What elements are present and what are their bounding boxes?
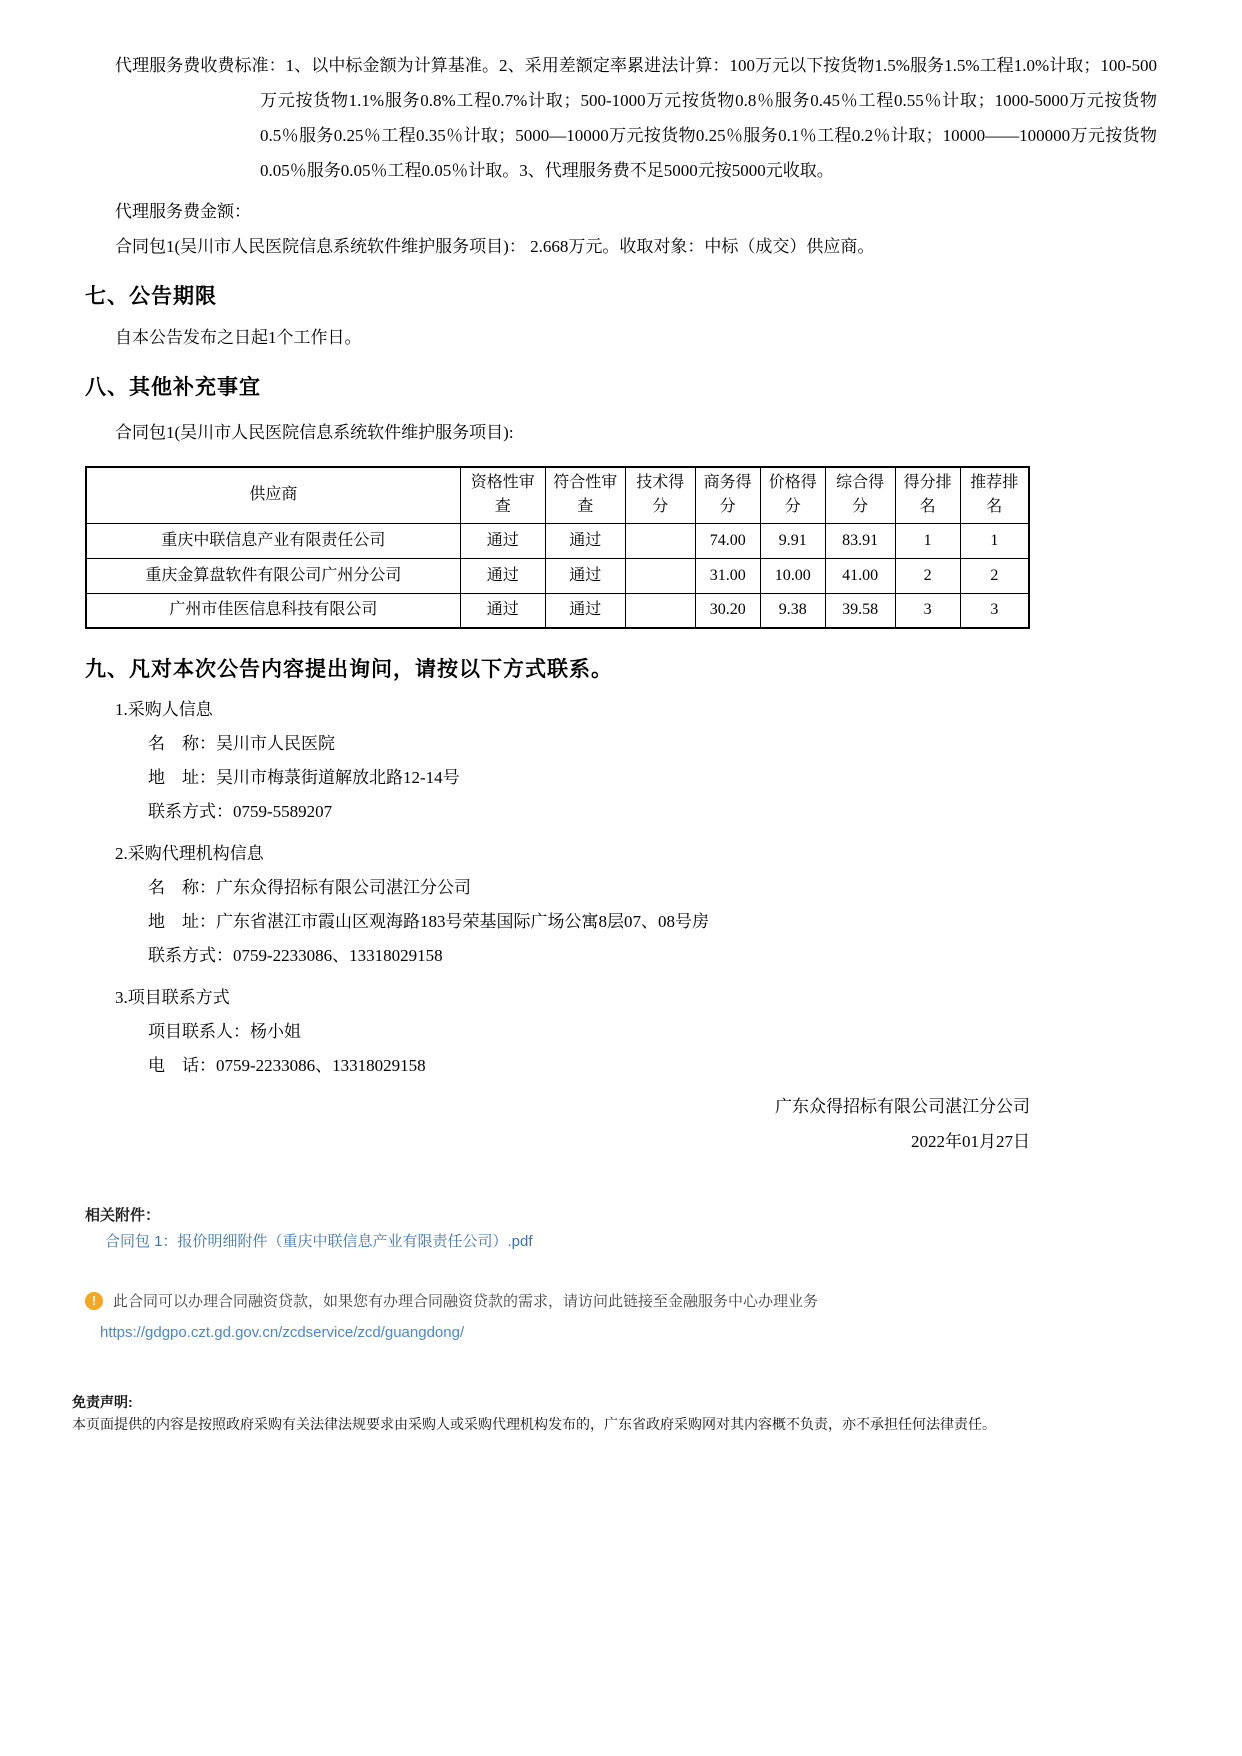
- price-score-value: 10.00: [760, 558, 825, 593]
- price-score-value: 9.38: [760, 593, 825, 628]
- page-footer-area: [0, 1205, 1242, 1435]
- section-8-package-line: 合同包1(吴川市人民医院信息系统软件维护服务项目):: [115, 423, 514, 442]
- section-8-title: 八、其他补充事宜: [85, 376, 261, 399]
- finance-loan-notice: [85, 1291, 1170, 1312]
- purchaser-address: 地 址：吴川市梅菉街道解放北路12-14号: [148, 768, 460, 787]
- project-contact-person: 项目联系人：杨小姐: [148, 1022, 301, 1041]
- signature-date: 2022年01月27日: [911, 1132, 1030, 1151]
- column-header-technical-score: 技术得分: [625, 467, 695, 523]
- finance-service-link[interactable]: https://gdgpo.czt.gd.gov.cn/zcdservice/zcd/guangdong/: [100, 1324, 465, 1341]
- qualification-review-value: 通过: [460, 593, 545, 628]
- recommend-rank-value: 3: [960, 593, 1029, 628]
- column-header-conformity-review: 符合性审查: [545, 467, 625, 523]
- column-header-score-rank: 得分排名: [895, 467, 960, 523]
- disclaimer-title: 免责声明:: [72, 1394, 133, 1410]
- overall-score-value: 83.91: [825, 523, 895, 558]
- section-9-title: 九、凡对本次公告内容提出询问，请按以下方式联系。: [85, 658, 613, 681]
- exclamation-circle-icon: [85, 1292, 103, 1310]
- overall-score-value: 41.00: [825, 558, 895, 593]
- section-7-title: 七、公告期限: [85, 285, 217, 308]
- signature-block: [85, 1089, 1030, 1159]
- disclaimer-body: 本页面提供的内容是按照政府采购有关法律法规要求由采购人或采购代理机构发布的，广东省政府采购网对其内容概不负责，亦不承担任何法律责任。: [72, 1416, 996, 1432]
- table-row: [86, 593, 1029, 628]
- project-contact-phone: 电 话：0759-2233086、13318029158: [148, 1056, 426, 1075]
- business-score-value: 30.20: [695, 593, 760, 628]
- disclaimer: [72, 1391, 1170, 1435]
- column-header-supplier: 供应商: [86, 467, 460, 523]
- technical-score-value: [625, 558, 695, 593]
- business-score-value: 31.00: [695, 558, 760, 593]
- recommend-rank-value: 2: [960, 558, 1029, 593]
- agency-contact: 联系方式：0759-2233086、13318029158: [148, 946, 443, 965]
- agency-fee-amount-label: 代理服务费金额：: [115, 202, 251, 221]
- agency-name: 名 称：广东众得招标有限公司湛江分公司: [148, 878, 471, 897]
- agency-fee-package-line: 合同包1(吴川市人民医院信息系统软件维护服务项目)： 2.668万元。收取对象：中标（成交）供应商。: [115, 237, 875, 256]
- column-header-qualification-review: 资格性审查: [460, 467, 545, 523]
- price-score-value: 9.91: [760, 523, 825, 558]
- attachment-pdf-link[interactable]: 合同包 1：报价明细附件（重庆中联信息产业有限责任公司）.pdf: [105, 1233, 533, 1250]
- technical-score-value: [625, 523, 695, 558]
- qualification-review-value: 通过: [460, 558, 545, 593]
- project-contact-label: 3.项目联系方式: [115, 988, 230, 1007]
- conformity-review-value: 通过: [545, 558, 625, 593]
- related-attachments: [85, 1205, 1170, 1253]
- qualification-review-value: 通过: [460, 523, 545, 558]
- supplier-score-table: [85, 466, 1030, 629]
- related-attachments-label: 相关附件：: [85, 1207, 161, 1224]
- section-7-body: 自本公告发布之日起1个工作日。: [115, 328, 362, 347]
- conformity-review-value: 通过: [545, 593, 625, 628]
- table-row: [86, 558, 1029, 593]
- finance-loan-notice-text: 此合同可以办理合同融资贷款，如果您有办理合同融资贷款的需求，请访问此链接至金融服务中心办理业务: [113, 1293, 819, 1310]
- recommend-rank-value: 1: [960, 523, 1029, 558]
- technical-score-value: [625, 593, 695, 628]
- conformity-review-value: 通过: [545, 523, 625, 558]
- table-header-row: [86, 467, 1029, 523]
- column-header-business-score: 商务得分: [695, 467, 760, 523]
- purchaser-contact: 联系方式：0759-5589207: [148, 802, 333, 821]
- supplier-name: 重庆中联信息产业有限责任公司: [86, 523, 460, 558]
- supplier-name: 广州市佳医信息科技有限公司: [86, 593, 460, 628]
- purchaser-info-label: 1.采购人信息: [115, 700, 213, 719]
- business-score-value: 74.00: [695, 523, 760, 558]
- purchaser-name: 名 称：吴川市人民医院: [148, 734, 335, 753]
- score-rank-value: 2: [895, 558, 960, 593]
- column-header-overall-score: 综合得分: [825, 467, 895, 523]
- table-row: [86, 523, 1029, 558]
- column-header-price-score: 价格得分: [760, 467, 825, 523]
- agency-address: 地 址：广东省湛江市霞山区观海路183号荣基国际广场公寓8层07、08号房: [148, 912, 709, 931]
- score-rank-value: 1: [895, 523, 960, 558]
- overall-score-value: 39.58: [825, 593, 895, 628]
- agency-fee-standard-paragraph: 代理服务费收费标准：1、以中标金额为计算基准。2、采用差额定率累进法计算：100万元以下按货物1.5%服务1.5%工程1.0%计取；100-500万元按货物1.1%服务0.8%工程0.7%计取；500-1000万元按货物0.8％服务0.45％工程0.55％计取；1000-5000万元按货物0.5％服务0.25％工程0.35％计取；5000—10000万元按货物0.25％服务0.1％工程0.2％计取；10000——100000万元按货物0.05％服务0.05％工程0.05％计取。3、代理服务费不足5000元按5000元收取。: [115, 56, 1157, 180]
- supplier-name: 重庆金算盘软件有限公司广州分公司: [86, 558, 460, 593]
- column-header-recommend-rank: 推荐排名: [960, 467, 1029, 523]
- signature-company: 广东众得招标有限公司湛江分公司: [775, 1097, 1030, 1116]
- agency-info-label: 2.采购代理机构信息: [115, 844, 264, 863]
- score-rank-value: 3: [895, 593, 960, 628]
